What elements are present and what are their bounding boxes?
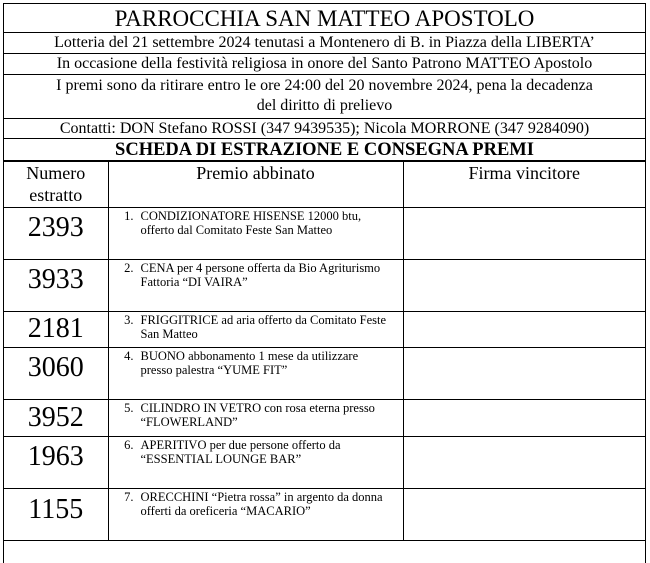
table-row: [4, 208, 645, 260]
table-row: [4, 260, 645, 312]
signature-cell: [403, 400, 645, 437]
prize-table: [4, 161, 645, 541]
table-row: [4, 400, 645, 437]
prize-description: ORECCHINI “Pietra rossa” in argento da donna offerti da oreficeria “MACARIO”: [140, 490, 383, 518]
prize-description: CONDIZIONATORE HISENSE 12000 btu, offerto dal Comitato Feste San Matteo: [140, 209, 362, 237]
drawn-number: 3933: [4, 260, 108, 312]
drawn-number: 2181: [4, 312, 108, 348]
table-row: [4, 312, 645, 348]
drawn-number: 2393: [4, 208, 108, 260]
prize-description: APERITIVO per due persone offerto da “ESSENTIAL LOUNGE BAR”: [140, 438, 341, 466]
prize-cell: [108, 400, 403, 437]
prize-description: CENA per 4 persone offerta da Bio Agriturismo Fattoria “DI VAIRA”: [140, 261, 381, 289]
parish-title: PARROCCHIA SAN MATTEO APOSTOLO: [4, 4, 645, 33]
prize-index: 5.: [124, 401, 134, 415]
prize-cell: [108, 312, 403, 348]
table-header-row: [4, 162, 645, 208]
signature-cell: [403, 437, 645, 489]
collection-deadline-line2: del diritto di prelievo: [256, 97, 393, 114]
prize-cell: [108, 208, 403, 260]
prize-cell: [108, 260, 403, 312]
prize-index: 1.: [124, 209, 134, 223]
collection-deadline-line1: I premi sono da ritirare entro le ore 24:00 del 20 novembre 2024, pena la decadenza: [56, 77, 593, 94]
drawn-number: 1963: [4, 437, 108, 489]
col-header-prize: Premio abbinato: [108, 162, 403, 208]
col-header-number-line2: estratto: [29, 185, 83, 205]
prize-index: 6.: [124, 438, 134, 452]
prize-index: 2.: [124, 261, 134, 275]
prize-cell: [108, 489, 403, 541]
signature-cell: [403, 489, 645, 541]
signature-cell: [403, 260, 645, 312]
col-header-number: [4, 162, 108, 208]
prize-cell: [108, 348, 403, 400]
prize-index: 7.: [124, 490, 134, 504]
table-row: [4, 437, 645, 489]
prize-cell: [108, 437, 403, 489]
table-row: [4, 348, 645, 400]
section-title: SCHEDA DI ESTRAZIONE E CONSEGNA PREMI: [4, 139, 645, 161]
col-header-number-line1: Numero: [26, 163, 86, 183]
signature-cell: [403, 348, 645, 400]
drawn-number: 3060: [4, 348, 108, 400]
prize-index: 3.: [124, 313, 134, 327]
prize-sheet: [3, 3, 646, 563]
collection-deadline: [4, 75, 645, 119]
col-header-signature: Firma vincitore: [403, 162, 645, 208]
contacts-info: Contatti: DON Stefano ROSSI (347 9439535); Nicola MORRONE (347 9284090): [4, 119, 645, 139]
lottery-info: Lotteria del 21 settembre 2024 tenutasi a Montenero di B. in Piazza della LIBERTA’: [4, 33, 645, 54]
occasion-info: In occasione della festività religiosa in onore del Santo Patrono MATTEO Apostolo: [4, 54, 645, 75]
prize-index: 4.: [124, 349, 134, 363]
prize-description: BUONO abbonamento 1 mese da utilizzare presso palestra “YUME FIT”: [140, 349, 359, 377]
signature-cell: [403, 312, 645, 348]
table-row: [4, 489, 645, 541]
signature-cell: [403, 208, 645, 260]
prize-description: CILINDRO IN VETRO con rosa eterna presso “FLOWERLAND”: [140, 401, 375, 429]
prize-description: FRIGGITRICE ad aria offerto da Comitato Feste San Matteo: [140, 313, 387, 341]
drawn-number: 3952: [4, 400, 108, 437]
drawn-number: 1155: [4, 489, 108, 541]
